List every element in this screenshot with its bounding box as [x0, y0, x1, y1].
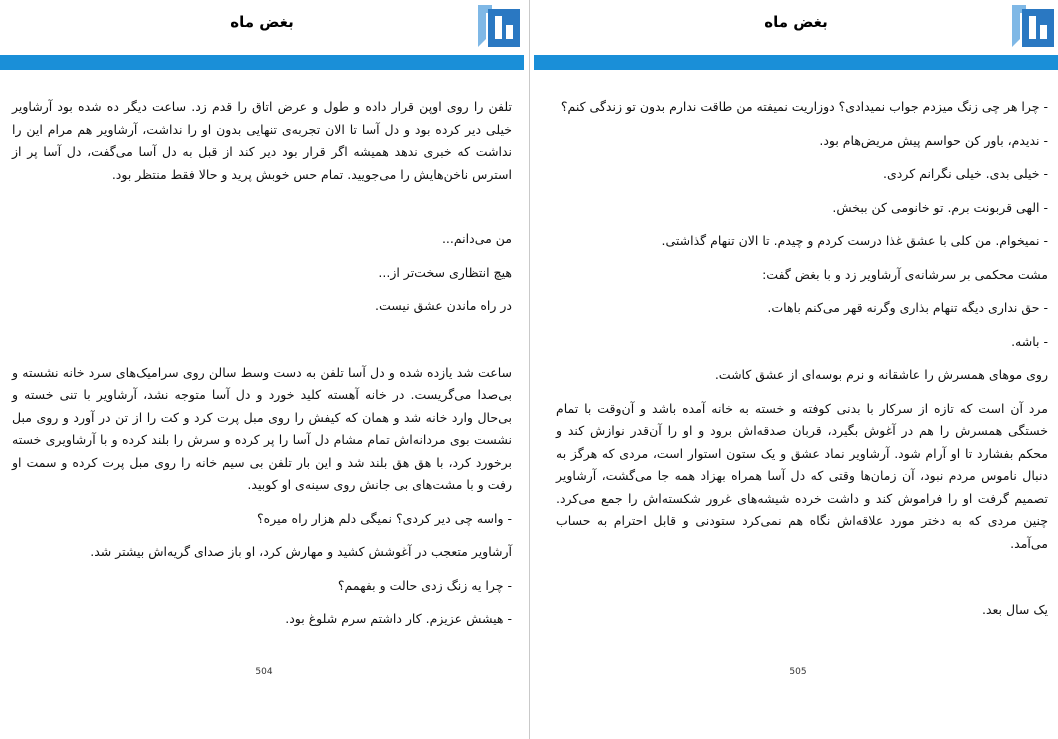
paragraph: روی موهای همسرش را عاشقانه و نرم بوسه‌ای از عشق کاشت.: [714, 367, 1048, 382]
paragraph: - چرا یه زنگ زدی حالت و بفهمم؟: [337, 577, 512, 593]
paragraph: - خیلی بدی. خیلی نگرانم کردی.: [882, 166, 1048, 181]
paragraph: - الهی قربونت برم. تو خانومی کن ببخش.: [832, 199, 1048, 215]
paragraph: تلفن را روی اوپن قرار داده و طول و عرض اتاق را قدم زد. ساعت دیگر ده شده بود آرشاویر خیلی دیر کرده بود و دل آسا تا الان تجربه‌ی تنهایی بدون او را نداشت، آرشاویر هم مرام این را نداشت که خبری ندهد همیشه اگر قرار بود دیر کند از قبل به دل آسا می‌گفت، دل آسا پر از استرس ناخن‌هایش را می‌جویید. تمام حس خوبش پرید و حالا فقط منتظر بود.: [12, 99, 512, 182]
left-page: [0, 0, 524, 739]
paragraph: - حق نداری دیگه تنهام بذاری وگرنه قهر می‌کنم باهات.: [767, 300, 1048, 315]
paragraph: - باشه.: [1011, 333, 1048, 349]
paragraph: آرشاویر متعجب در آغوشش کشید و مهارش کرد، او باز صدای گریه‌اش بیشتر شد.: [90, 544, 512, 559]
paragraph: ساعت شد یازده شده و دل آسا تلفن به دست وسط سالن روی سرامیک‌های سرد خانه نشسته و بی‌صدا می‌گریست. در خانه آهسته کلید خورد و دل آسا متوجه نشد، آرشاویر با تنی خسته و بی‌حال وارد خانه شد و همان که کیفش را روی مبل پرت کرد و کت را از تن در آورد و روی مبل نشست بوی مردانه‌اش تمام مشام دل آسا را پر کرده و سرش را بلند کرده و با آرشاویری خسته برخورد کرد، با هق هق بلند شد و این بار تلفن بی سیم خانه را روی مبل پرت کرده و سمت او رفت و با مشت‌های بی جانش روی سینه‌ی او کوبید.: [12, 364, 512, 492]
paragraph: مرد آن است که تازه از سرکار با بدنی کوفته و خسته به خانه آمده باشد و آن‌وقت با تمام خستگی همسرش را هم در آغوش بگیرد، قربان صدقه‌اش برود و او را آن‌قدر نوازش کند و محکم بفشارد تا او آرام شود. آرشاویر نماد عشق و یک ستون استوار است، مردی که هرگز به دنبال ناموس مردم نبود، آن زمان‌ها وقتی که دل آسا همراه بهزاد همه جا می‌گشت، آرشاویر تصمیم گرفت او را فراموش کند و داشت خرده شیشه‌های غرور شکسته‌اش را جمع می‌کرد. چنین مردی که به دختر مورد علاقه‌اش نگاه هم نمی‌کرد ستودنی و قابل احترام به حساب می‌آمد.: [556, 400, 1048, 551]
page-gutter: [524, 0, 534, 739]
page-text: [556, 96, 1048, 633]
paragraph: یک سال بعد.: [981, 602, 1048, 617]
page-header: [0, 0, 524, 55]
page-number: 505: [789, 667, 807, 677]
book-title: بغض ماه: [764, 13, 828, 31]
header-accent-bar: [0, 55, 524, 70]
paragraph: - هیشش عزیزم. کار داشتم سرم شلوغ بود.: [285, 611, 512, 626]
page-number: 504: [255, 667, 273, 677]
paragraph: هیچ انتظاری سخت‌تر از...: [378, 264, 512, 280]
paragraph: - ندیدم، باور کن حواسم پیش مریض‌هام بود.: [819, 132, 1048, 148]
paragraph: در راه ماندن عشق نیست.: [375, 298, 512, 313]
header-accent-bar: [534, 55, 1058, 70]
paragraph: - نمیخوام. من کلی با عشق غذا درست کردم و چیدم. تا الان تنهام گذاشتی.: [661, 233, 1048, 248]
paragraph: مشت محکمی بر سرشانه‌ی آرشاویر زد و با بغض گفت:: [762, 266, 1048, 282]
book-logo-icon: [476, 3, 522, 49]
page-header: [534, 0, 1058, 55]
right-page: [534, 0, 1058, 739]
paragraph: من می‌دانم...: [441, 231, 512, 246]
paragraph: - واسه چی دیر کردی؟ نمیگی دلم هزار راه میره؟: [257, 510, 512, 526]
paragraph: - چرا هر چی زنگ میزدم جواب نمیدادی؟ دوزاریت نمیفته من طاقت ندارم بدون تو زندگی کنم؟: [560, 99, 1048, 114]
book-logo-icon: [1010, 3, 1056, 49]
book-title: بغض ماه: [230, 13, 294, 31]
page-text: [12, 96, 512, 642]
